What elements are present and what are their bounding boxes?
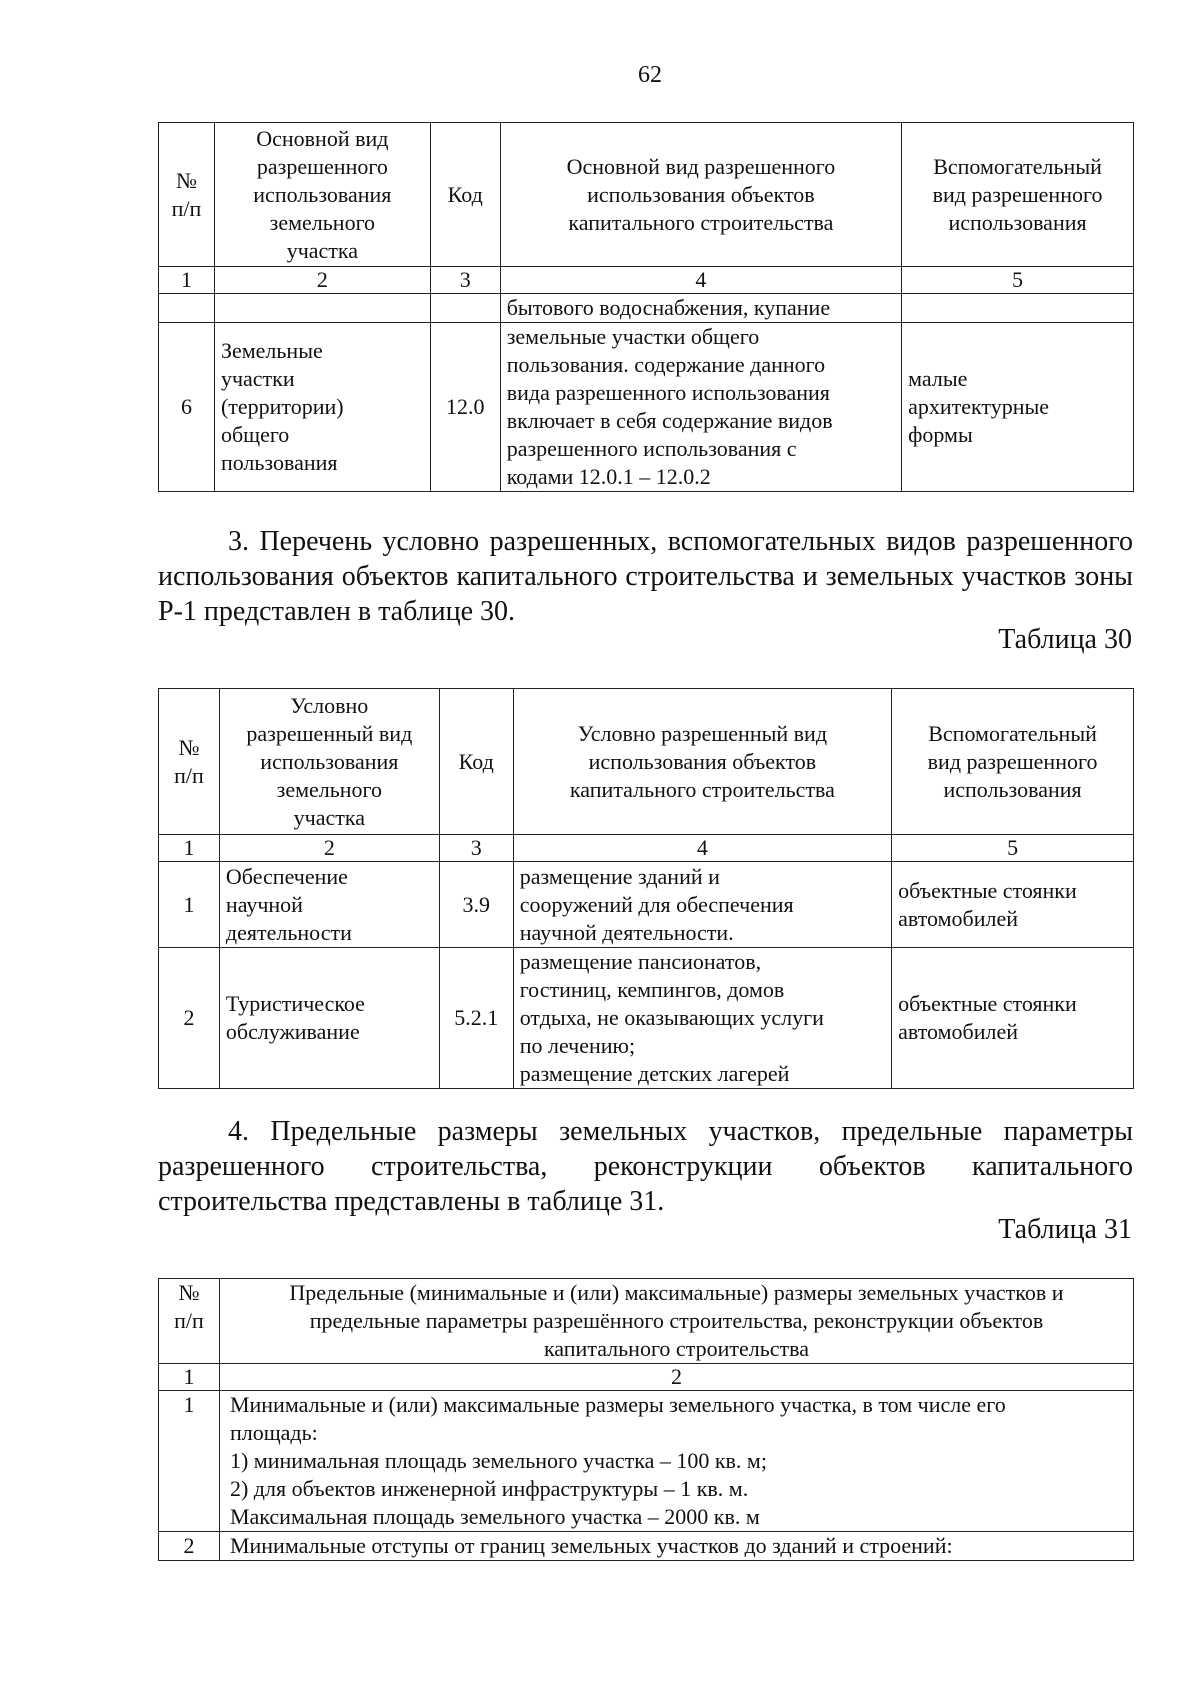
header-code: Код <box>430 123 500 267</box>
cell: 1 <box>159 1391 220 1532</box>
cell: объектные стоянки автомобилей <box>892 948 1134 1089</box>
index-cell: 3 <box>439 835 513 862</box>
cell: размещение зданий и сооружений для обеспечения научной деятельности. <box>513 862 891 948</box>
cell: размещение пансионатов, гостиниц, кемпингов, домов отдыха, не оказывающих услуги по лечению; размещение детских лагерей <box>513 948 891 1089</box>
cell: 1 <box>159 862 220 948</box>
table-row <box>159 323 1134 492</box>
index-cell: 5 <box>902 267 1134 294</box>
header-number: № п/п <box>159 689 220 835</box>
index-cell: 1 <box>159 267 215 294</box>
cell <box>430 294 500 323</box>
cell: Минимальные и (или) максимальные размеры земельного участка, в том числе его площадь: 1) минимальная площадь земельного участка – 100 кв. м; 2) для объектов инженерной инфраструктуры – 1 кв. м. Максимальная площадь земельного участка – 2000 кв. м <box>219 1391 1133 1532</box>
index-cell: 1 <box>159 835 220 862</box>
header-limits: Предельные (минимальные и (или) максимальные) размеры земельных участков и предельные параметры разрешённого строительства, реконструкции объектов капитального строительства <box>219 1279 1133 1364</box>
cell <box>159 294 215 323</box>
index-cell: 4 <box>500 267 901 294</box>
header-code: Код <box>439 689 513 835</box>
index-cell: 4 <box>513 835 891 862</box>
index-cell: 2 <box>219 1364 1133 1391</box>
header-number: № п/п <box>159 1279 220 1364</box>
index-cell: 1 <box>159 1364 220 1391</box>
cell: Земельные участки (территории) общего пользования <box>214 323 430 492</box>
cell: Туристическое обслуживание <box>219 948 439 1089</box>
cell <box>902 294 1134 323</box>
cell: малые архитектурные формы <box>902 323 1134 492</box>
paragraph-3: 3. Перечень условно разрешенных, вспомогательных видов разрешенного использования объектов капитального строительства и земельных участков зоны Р-1 представлен в таблице 30. <box>158 526 1133 627</box>
cell: бытового водоснабжения, купание <box>500 294 901 323</box>
table-row <box>159 1391 1134 1532</box>
cell: 2 <box>159 948 220 1089</box>
header-land-use: Условно разрешенный вид использования земельного участка <box>219 689 439 835</box>
table-31-caption: Таблица 31 <box>998 1214 1132 1245</box>
cell: объектные стоянки автомобилей <box>892 862 1134 948</box>
table-row <box>159 1532 1134 1561</box>
cell: Обеспечение научной деятельности <box>219 862 439 948</box>
cell <box>214 294 430 323</box>
table-row <box>159 862 1134 948</box>
cell: 5.2.1 <box>439 948 513 1089</box>
cell: земельные участки общего пользования. содержание данного вида разрешенного использования включает в себя содержание видов разрешенного использования с кодами 12.0.1 – 12.0.2 <box>500 323 901 492</box>
header-construction-use: Основной вид разрешенного использования объектов капитального строительства <box>500 123 901 267</box>
header-auxiliary-use: Вспомогательный вид разрешенного использования <box>892 689 1134 835</box>
header-construction-use: Условно разрешенный вид использования объектов капитального строительства <box>513 689 891 835</box>
cell: Минимальные отступы от границ земельных участков до зданий и строений: <box>219 1532 1133 1561</box>
table-row <box>159 948 1134 1089</box>
page-number: 62 <box>638 62 662 88</box>
index-cell: 2 <box>214 267 430 294</box>
cell: 6 <box>159 323 215 492</box>
index-cell: 2 <box>219 835 439 862</box>
table-30 <box>158 688 1134 1089</box>
table-29-continuation <box>158 122 1134 492</box>
index-cell: 5 <box>892 835 1134 862</box>
index-cell: 3 <box>430 267 500 294</box>
table-row <box>159 294 1134 323</box>
cell: 3.9 <box>439 862 513 948</box>
table-31 <box>158 1278 1134 1561</box>
cell: 2 <box>159 1532 220 1561</box>
cell: 12.0 <box>430 323 500 492</box>
header-auxiliary-use: Вспомогательный вид разрешенного использования <box>902 123 1134 267</box>
header-land-use: Основной вид разрешенного использования земельного участка <box>214 123 430 267</box>
paragraph-4: 4. Предельные размеры земельных участков, предельные параметры разрешенного строительства, реконструкции объектов капитального строительства представлены в таблице 31. <box>158 1116 1133 1217</box>
header-number: № п/п <box>159 123 215 267</box>
table-30-caption: Таблица 30 <box>998 624 1132 655</box>
